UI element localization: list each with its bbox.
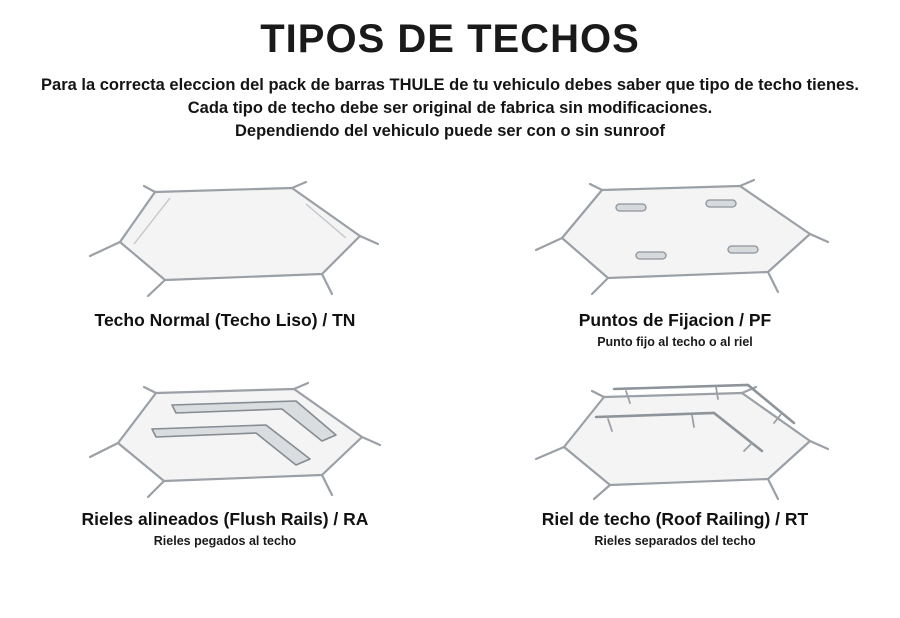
roof-type-subtitle: Punto fijo al techo o al riel (597, 335, 753, 350)
roof-type-subtitle: Rieles separados del techo (594, 534, 756, 549)
roof-type-subtitle: Rieles pegados al techo (153, 534, 297, 549)
page-title: TIPOS DE TECHOS (260, 17, 640, 61)
intro-line-1: Para la correcta eleccion del pack de barras THULE de tu vehiculo debes saber que tipo de techo tienes. (41, 76, 859, 94)
roof-type-title: Rieles alineados (Flush Rails) / RA (81, 509, 369, 530)
roof-type-title: Techo Normal (Techo Liso) / TN (94, 310, 356, 331)
roof-type-card-riel-de-techo (450, 361, 900, 566)
poster-root (0, 18, 900, 618)
intro-line-3: Dependiendo del vehiculo puede ser con o sin sunroof (235, 121, 665, 140)
roof-type-card-puntos-fijacion (450, 156, 900, 361)
roof-type-title: Puntos de Fijacion / PF (578, 310, 772, 331)
car-roof-railing-icon (510, 363, 840, 503)
car-roof-plain-icon (60, 164, 390, 304)
intro-text (0, 74, 900, 142)
car-roof-flush-rails-icon (60, 363, 390, 503)
car-roof-fixpoints-icon (510, 164, 840, 304)
roof-type-card-techo-normal (0, 156, 450, 361)
roof-type-title: Riel de techo (Roof Railing) / RT (541, 509, 809, 530)
roof-type-card-rieles-alineados (0, 361, 450, 566)
roof-types-grid (0, 156, 900, 566)
intro-line-2: Cada tipo de techo debe ser original de fabrica sin modificaciones. (187, 98, 713, 117)
